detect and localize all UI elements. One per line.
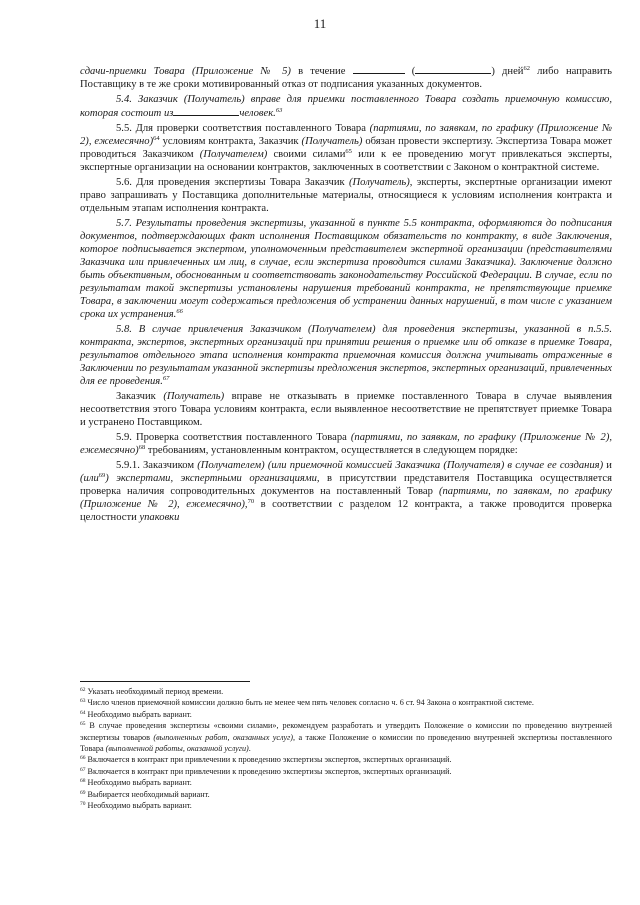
footnote-63: $^{63}$ Число членов приемочной комиссии должно быть не менее чем пять человек согласно ч. 6 ст. 94 Закона о контрактной системе. xyxy=(80,698,534,708)
footnote-ref-66: 66 xyxy=(176,308,183,316)
footnote-ref-62: 62 xyxy=(523,65,530,72)
paragraph-5-9-1: 5.9.1. Заказчиком (Получателем) (или приемочной комиссией Заказчика (Получателя) в случае ее создания) и (или$^{69}$) экспертами, экспертными организациями, в присутствии представителя Поставщика осуществляется проверка наличия сопроводительных документов на поставленный Товар (партиями, по заявкам, по графику (Приложение № 2), ежемесячно),$^{70}$ в соответствии с разделом 12 контракта, а также проводится проверка целостности упаковки xyxy=(80,459,612,523)
footnote-64: $^{64}$ Необходимо выбрать вариант. xyxy=(80,709,192,719)
footnote-separator xyxy=(80,681,250,682)
paragraph-5-5: 5.5. Для проверки соответствия поставленного Товара (партиями, по заявкам, по графику (Приложение № 2), ежемесячно)$^{64}$ условиям контракта, Заказчик (Получатель) обязан провести экспертизу. Экспертиза Товара может проводиться Заказчиком (Получателем) своими силами$^{65}$ или к ее проведению могут привлекаться эксперты, экспертные организации на основании контрактов, заключенных в соответствии с Законом о контрактной системе. xyxy=(80,122,613,173)
blank-days-digits xyxy=(353,64,405,74)
footnote-ref-65: 65 xyxy=(345,147,352,155)
footnote-67: $^{67}$ Включается в контракт при привлечении к проведению экспертизы экспертов, экспертных организаций. xyxy=(80,766,452,776)
paragraph-5-8: 5.8. В случае привлечения Заказчиком (Получателем) для проведения экспертизы, указанной в п.5.5. контракта, экспертов, экспертных организаций при принятии решения о приемке или об отказе в приемке Товара, результатов отдельного этапа исполнения контракта приемочная комиссия должна учитывать отраженные в Заключении по результатам указанной экспертизы предложения экспертов, экспертных организаций, привлеченных для ее проведения.$^{67}$ xyxy=(80,323,612,388)
footnote-69: $^{69}$ Выбирается необходимый вариант. xyxy=(80,789,210,799)
footnote-66: $^{66}$ Включается в контракт при привлечении к проведению экспертизы экспертов, экспертных организаций. xyxy=(80,755,452,765)
footnote-68: $^{68}$ Необходимо выбрать вариант. xyxy=(80,778,192,788)
footnote-ref-70: 70 xyxy=(247,497,255,505)
footnote-65: $^{65}$ В случае проведения экспертизы «своими силами», рекомендуем разработать и утвердить Положение о комиссии по проведению внутренней экспертизы товаров (выполненных работ, оказанных услуг), а также Положение о комиссии по проведению внутренней экспертизы поставленного Товара (выполненной работы, оказанной услуги). xyxy=(80,721,612,754)
page-number: 11 xyxy=(313,16,327,31)
footnotes xyxy=(80,686,612,811)
paragraph-acceptance-right: Заказчик (Получатель) вправе не отказывать в приемке поставленного Товара в случае выявления несоответствия этого Товара условиям контракта, если выявленное несоответствие не препятствует приемке Товара и устранено Поставщиком. xyxy=(80,390,612,428)
footnote-ref-63: 63 xyxy=(275,106,283,114)
blank-days-words xyxy=(415,64,491,74)
paragraph-5-4: 5.4. Заказчик (Получатель) вправе для приемки поставленного Товара создать приемочную комиссию, которая состоит из человек.$^{63}$ xyxy=(80,93,612,119)
footnote-70: $^{70}$ Необходимо выбрать вариант. xyxy=(80,801,192,811)
footnote-ref-68: 68 xyxy=(138,443,146,451)
paragraph-5-6: 5.6. Для проведения экспертизы Товара Заказчик (Получатель), эксперты, экспертные организации имеют право запрашивать у Поставщика дополнительные материалы, относящиеся к условиям исполнения контракта и отдельным этапам исполнения контракта. xyxy=(80,176,612,214)
footnote-ref-69: 69 xyxy=(98,471,106,479)
blank-commission-size xyxy=(173,106,239,116)
footnote-62: $^{62}$ Указать необходимый период времени. xyxy=(80,687,224,696)
document-body xyxy=(80,64,612,526)
paragraph-delivery-term: сдачи-приемки Товара (Приложение № 5) в течение ( ) дней$^{62}$ либо направить Поставщику в те же сроки мотивированный отказ от подписания указанных документов. xyxy=(80,65,612,91)
paragraph-5-9: 5.9. Проверка соответствия поставленного Товара (партиями, по заявкам, по графику (Приложение № 2), ежемесячно)$^{68}$ требованиям, установленным контрактом, осуществляется в следующем порядке: xyxy=(80,431,612,456)
footnote-ref-67: 67 xyxy=(162,375,170,383)
footnote-ref-64: 64 xyxy=(153,134,160,142)
paragraph-5-7: 5.7. Результаты проведения экспертизы, указанной в пункте 5.5 контракта, оформляются до подписания документов, подтверждающих факт исполнения Поставщиком обязательств по контракту, в виде Заключения, которое подписывается экспертом, уполномоченным представителем экспертной организации (представителями Заказчика или привлеченных им лиц, в случае, если экспертиза проводится силами Заказчика). Заключение должно быть объективным, обоснованным и соответствовать законодательству Российской Федерации. В случае, если по результатам такой экспертизы установлены нарушения требований контракта, не препятствующие приемке Товара, в заключении могут содержаться предложения об устранении данных нарушений, в том числе с указанием срока их устранения.$^{66}$ xyxy=(80,217,612,321)
